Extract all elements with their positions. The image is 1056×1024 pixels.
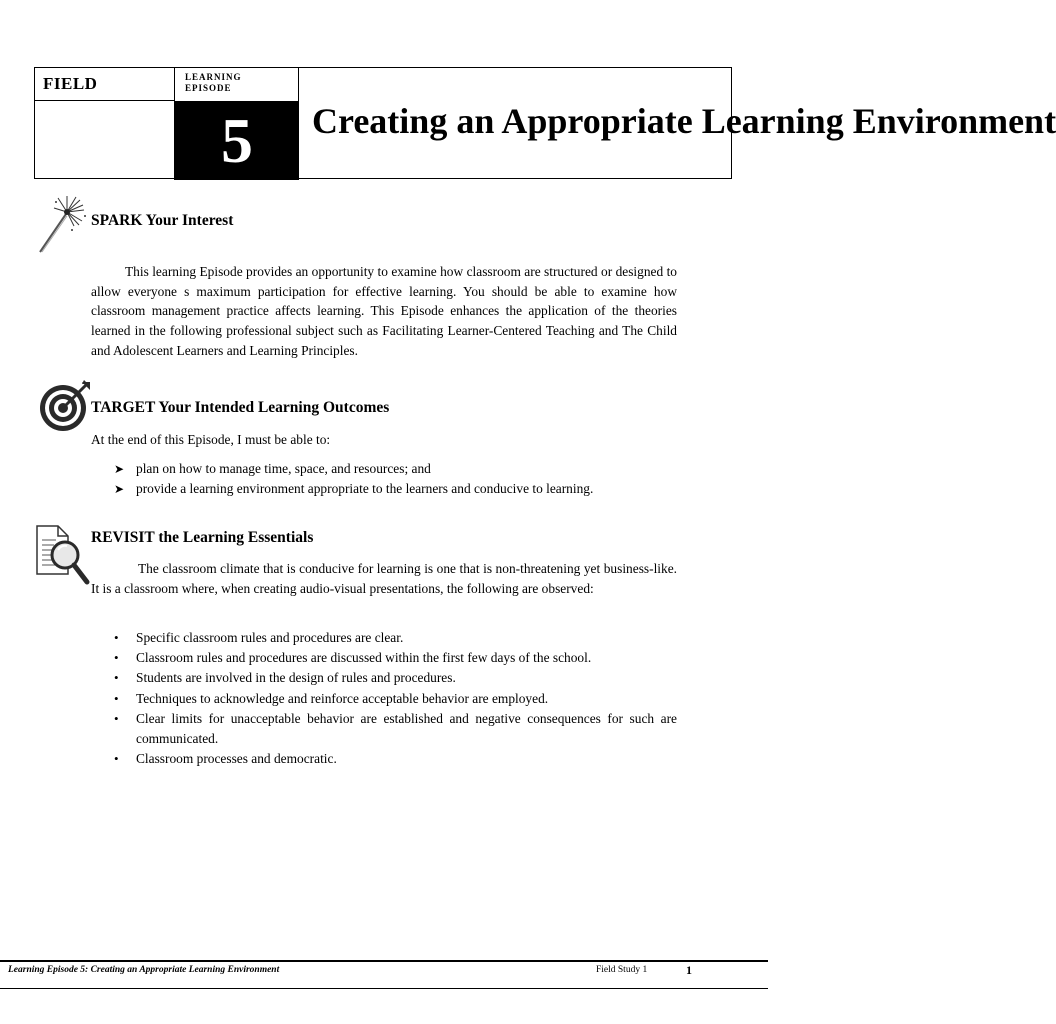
spark-heading: SPARK Your Interest — [91, 212, 234, 229]
bullet-dot-icon: • — [114, 650, 119, 666]
list-item: ➤ plan on how to manage time, space, and resources; and — [91, 459, 681, 479]
revisit-heading: REVISIT the Learning Essentials — [91, 529, 314, 546]
arrow-bullet-icon: ➤ — [114, 482, 125, 497]
list-item: • Specific classroom rules and procedures are clear. — [91, 628, 677, 648]
list-item: • Classroom rules and procedures are discussed within the first few days of the school. — [91, 648, 677, 668]
field-blank-cell — [35, 101, 175, 180]
list-item: ➤ provide a learning environment appropriate to the learners and conducive to learning. — [91, 479, 681, 499]
arrow-bullet-icon: ➤ — [114, 462, 125, 476]
bullet-dot-icon: • — [114, 710, 119, 726]
bullet-dot-icon: • — [114, 630, 119, 645]
episode-header-box — [34, 67, 1056, 179]
list-item: • Clear limits for unacceptable behavior are established and negative consequences for such are communicated. — [114, 710, 677, 747]
footer-divider-top — [0, 960, 768, 962]
list-item: • Techniques to acknowledge and reinforce acceptable behavior are employed. — [91, 689, 677, 709]
spark-paragraph-text: This learning Episode provides an opportunity to examine how classroom are structured or designed to allow everyone s maximum participation for effective learning. You should be able to examine how classroom management practice affects learning. This Episode enhances the application of the theories learned in the following professional subject such as Facilitating Learner-Centered Teaching and The Child and Adolescent Learners and Learning Principles. — [91, 264, 677, 358]
episode-number: 5 — [175, 101, 299, 180]
field-label: FIELD — [35, 68, 175, 101]
list-item: • Students are involved in the design of rules and procedures. — [91, 668, 677, 688]
document-magnifier-icon — [34, 520, 90, 586]
learning-episode-label: LEARNING EPISODE — [175, 68, 299, 101]
revisit-paragraph-text: The classroom climate that is conducive for learning is one that is non-threatening yet business-like. It is a classroom where, when creating audio-visual presentations, the following are observed: — [91, 561, 677, 596]
revisit-paragraph — [91, 559, 677, 598]
target-outcomes-list — [91, 459, 681, 499]
list-item: • Classroom processes and democratic. — [91, 749, 677, 769]
revisit-essentials-list — [91, 628, 677, 769]
sparkler-icon — [36, 194, 88, 256]
footer-course-name: Field Study 1 — [596, 965, 648, 975]
bullet-dot-icon: • — [114, 690, 119, 706]
spark-paragraph — [91, 262, 677, 361]
footer-divider-bottom — [0, 988, 768, 989]
episode-title: Creating an Appropriate Learning Environment — [312, 101, 1056, 141]
footer-episode-title: Learning Episode 5: Creating an Appropriate Learning Environment — [8, 965, 280, 975]
bullet-dot-icon: • — [114, 670, 119, 686]
target-intro: At the end of this Episode, I must be able to: — [91, 432, 331, 447]
bullet-dot-icon: • — [114, 751, 119, 767]
target-heading: TARGET Your Intended Learning Outcomes — [91, 399, 390, 416]
target-icon — [38, 380, 92, 434]
page-number: 1 — [686, 963, 692, 977]
